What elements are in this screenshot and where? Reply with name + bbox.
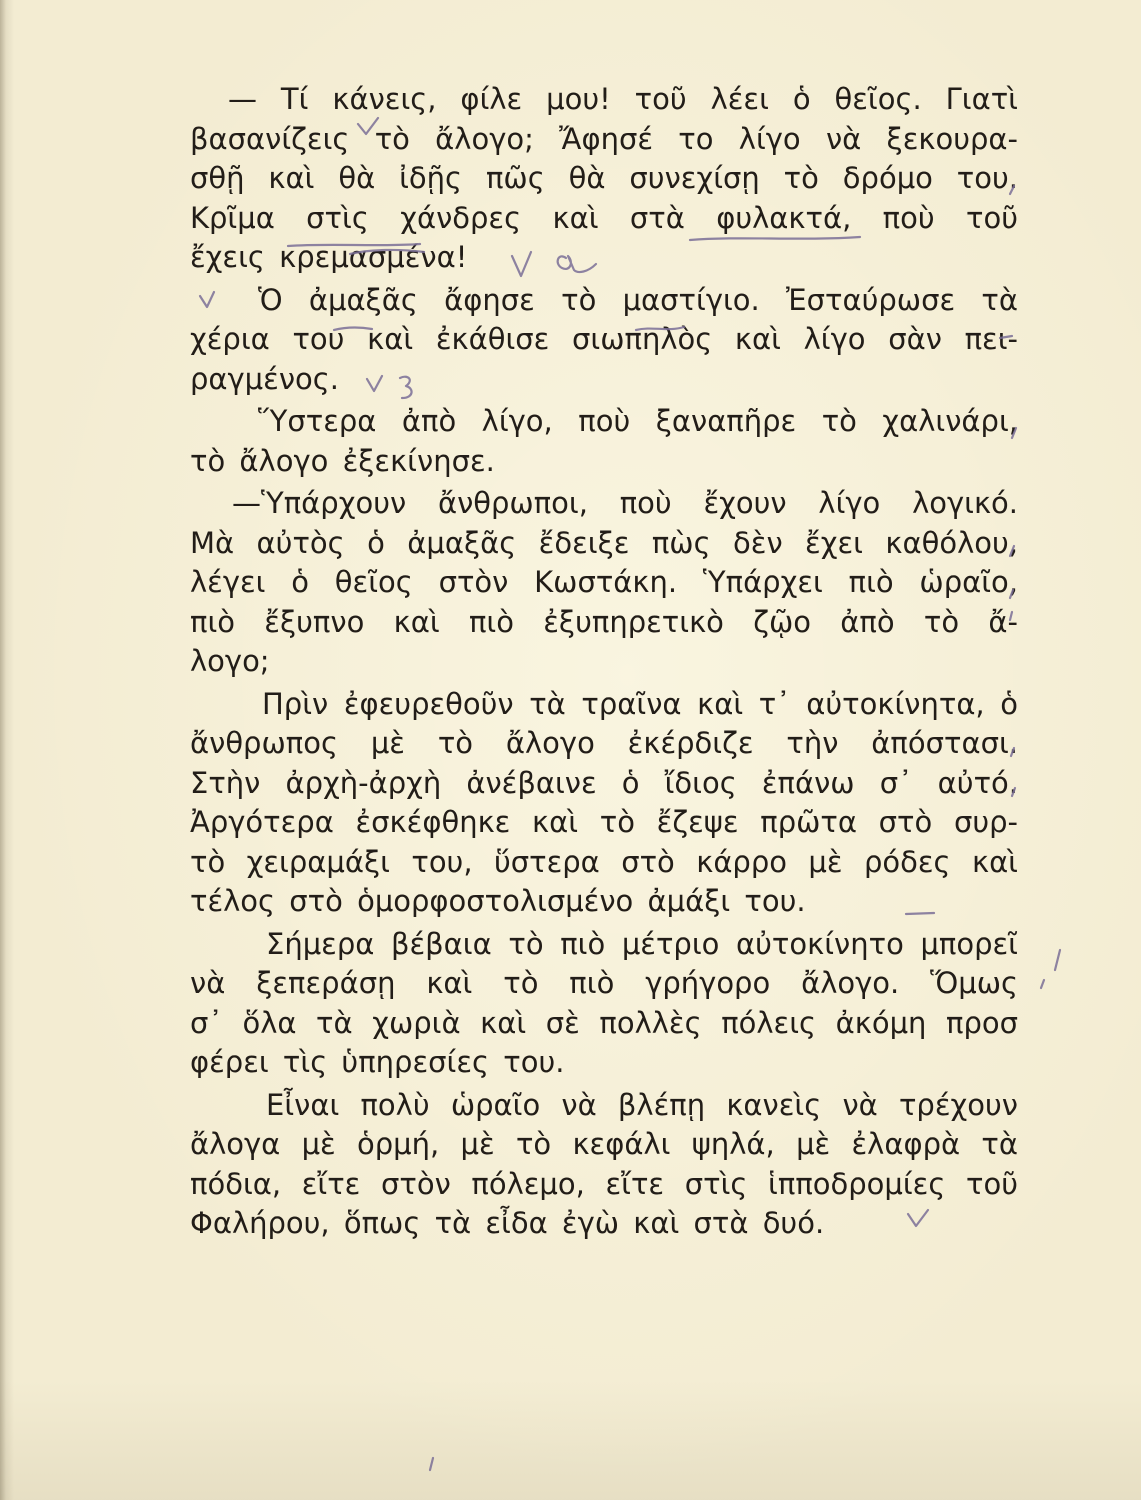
text-line: ἄλογα μὲ ὁρμή, μὲ τὸ κεφάλι ψηλά, μὲ ἐλαφρὰ τὰ: [190, 1127, 1018, 1161]
text-line: — Τί κάνεις, φίλε μου! τοῦ λέει ὁ θεῖος. Γιατὶ: [228, 82, 1018, 116]
paragraph-dialogue-logic: [190, 484, 1018, 682]
text-line: Στὴν ἀρχὴ-ἀρχὴ ἀνέβαινε ὁ ἴδιος ἐπάνω σ᾽ αὐτό.: [190, 765, 1018, 800]
text-line: ραγμένος.: [190, 361, 339, 396]
paragraph-coachman: [190, 281, 1018, 400]
pencil-comma-mark: [1041, 980, 1044, 988]
paragraph-running-horses: [190, 1086, 1018, 1244]
paragraph-dialogue-uncle: [190, 80, 1018, 278]
text-line: Σήμερα βέβαια τὸ πιὸ μέτριο αὐτοκίνητο μπορεῖ: [266, 926, 1018, 961]
text-line: πιὸ ἔξυπνο καὶ πιὸ ἐξυπηρετικὸ ζῷο ἀπὸ τὸ ἄ-: [190, 604, 1018, 639]
text-line: —Ὑπάρχουν ἄνθρωποι, ποὺ ἔχουν λίγο λογικό.: [232, 486, 1018, 520]
pencil-slash-mark: [430, 1458, 433, 1470]
paragraph-horse-starts: [190, 402, 1018, 481]
text-line: λέγει ὁ θεῖος στὸν Κωστάκη. Ὑπάρχει πιὸ ὡραῖο,: [190, 565, 1018, 599]
text-line: τέλος στὸ ὁμορφοστολισμένο ἀμάξι του.: [190, 884, 806, 918]
paragraph-today: [190, 925, 1018, 1083]
text-line: πόδια, εἴτε στὸν πόλεμο, εἴτε στὶς ἱπποδρομίες τοῦ: [190, 1166, 1018, 1201]
text-line: φέρει τὶς ὑπηρεσίες του.: [190, 1045, 565, 1079]
text-line: Εἶναι πολὺ ὡραῖο νὰ βλέπῃ κανεὶς νὰ τρέχουν: [266, 1087, 1018, 1122]
text-line: Πρὶν ἐφευρεθοῦν τὰ τραῖνα καὶ τ᾽ αὐτοκίνητα, ὁ: [262, 686, 1018, 721]
text-line: Ὕστερα ἀπὸ λίγο, ποὺ ξαναπῆρε τὸ χαλινάρι,: [258, 404, 1018, 438]
pencil-slash-mark: [1055, 950, 1060, 970]
paragraph-history: [190, 685, 1018, 922]
text-line: βασανίζεις τὸ ἄλογο; Ἄφησέ το λίγο νὰ ξεκουρα-: [190, 121, 1018, 156]
text-line: σθῇ καὶ θὰ ἰδῇς πῶς θὰ συνεχίσῃ τὸ δρόμο του.: [190, 161, 1018, 195]
text-line: Μὰ αὐτὸς ὁ ἀμαξᾶς ἔδειξε πὼς δὲν ἔχει καθόλου,: [190, 525, 1018, 560]
text-line: Ἀργότερα ἐσκέφθηκε καὶ τὸ ἔζεψε πρῶτα στὸ συρ-: [190, 805, 1018, 839]
text-line: ἔχεις κρεμασμένα!: [190, 240, 468, 274]
text-line: ἄνθρωπος μὲ τὸ ἄλογο ἐκέρδιζε τὴν ἀπόστασι.: [190, 726, 1018, 760]
text-line: νὰ ξεπεράσῃ καὶ τὸ πιὸ γρήγορο ἄλογο. Ὅμως: [190, 966, 1018, 1000]
text-line: λογο;: [190, 644, 270, 678]
text-line: τὸ ἄλογο ἐξεκίνησε.: [190, 443, 495, 478]
text-line: Φαλήρου, ὅπως τὰ εἶδα ἐγὼ καὶ στὰ δυό.: [190, 1206, 825, 1240]
text-line: χέρια του καὶ ἐκάθισε σιωπηλὸς καὶ λίγο σὰν πει-: [190, 322, 1018, 356]
text-line: τὸ χειραμάξι του, ὕστερα στὸ κάρρο μὲ ρόδες καὶ: [190, 844, 1018, 879]
body-text: [190, 80, 1018, 1244]
text-line: Ὁ ἀμαξᾶς ἄφησε τὸ μαστίγιο. Ἐσταύρωσε τὰ: [258, 282, 1018, 317]
text-line: Κρῖμα στὶς χάνδρες καὶ στὰ φυλακτά, ποὺ τοῦ: [190, 200, 1018, 235]
text-line: σ᾽ ὅλα τὰ χωριὰ καὶ σὲ πολλὲς πόλεις ἀκόμη προσ: [190, 1005, 1018, 1040]
